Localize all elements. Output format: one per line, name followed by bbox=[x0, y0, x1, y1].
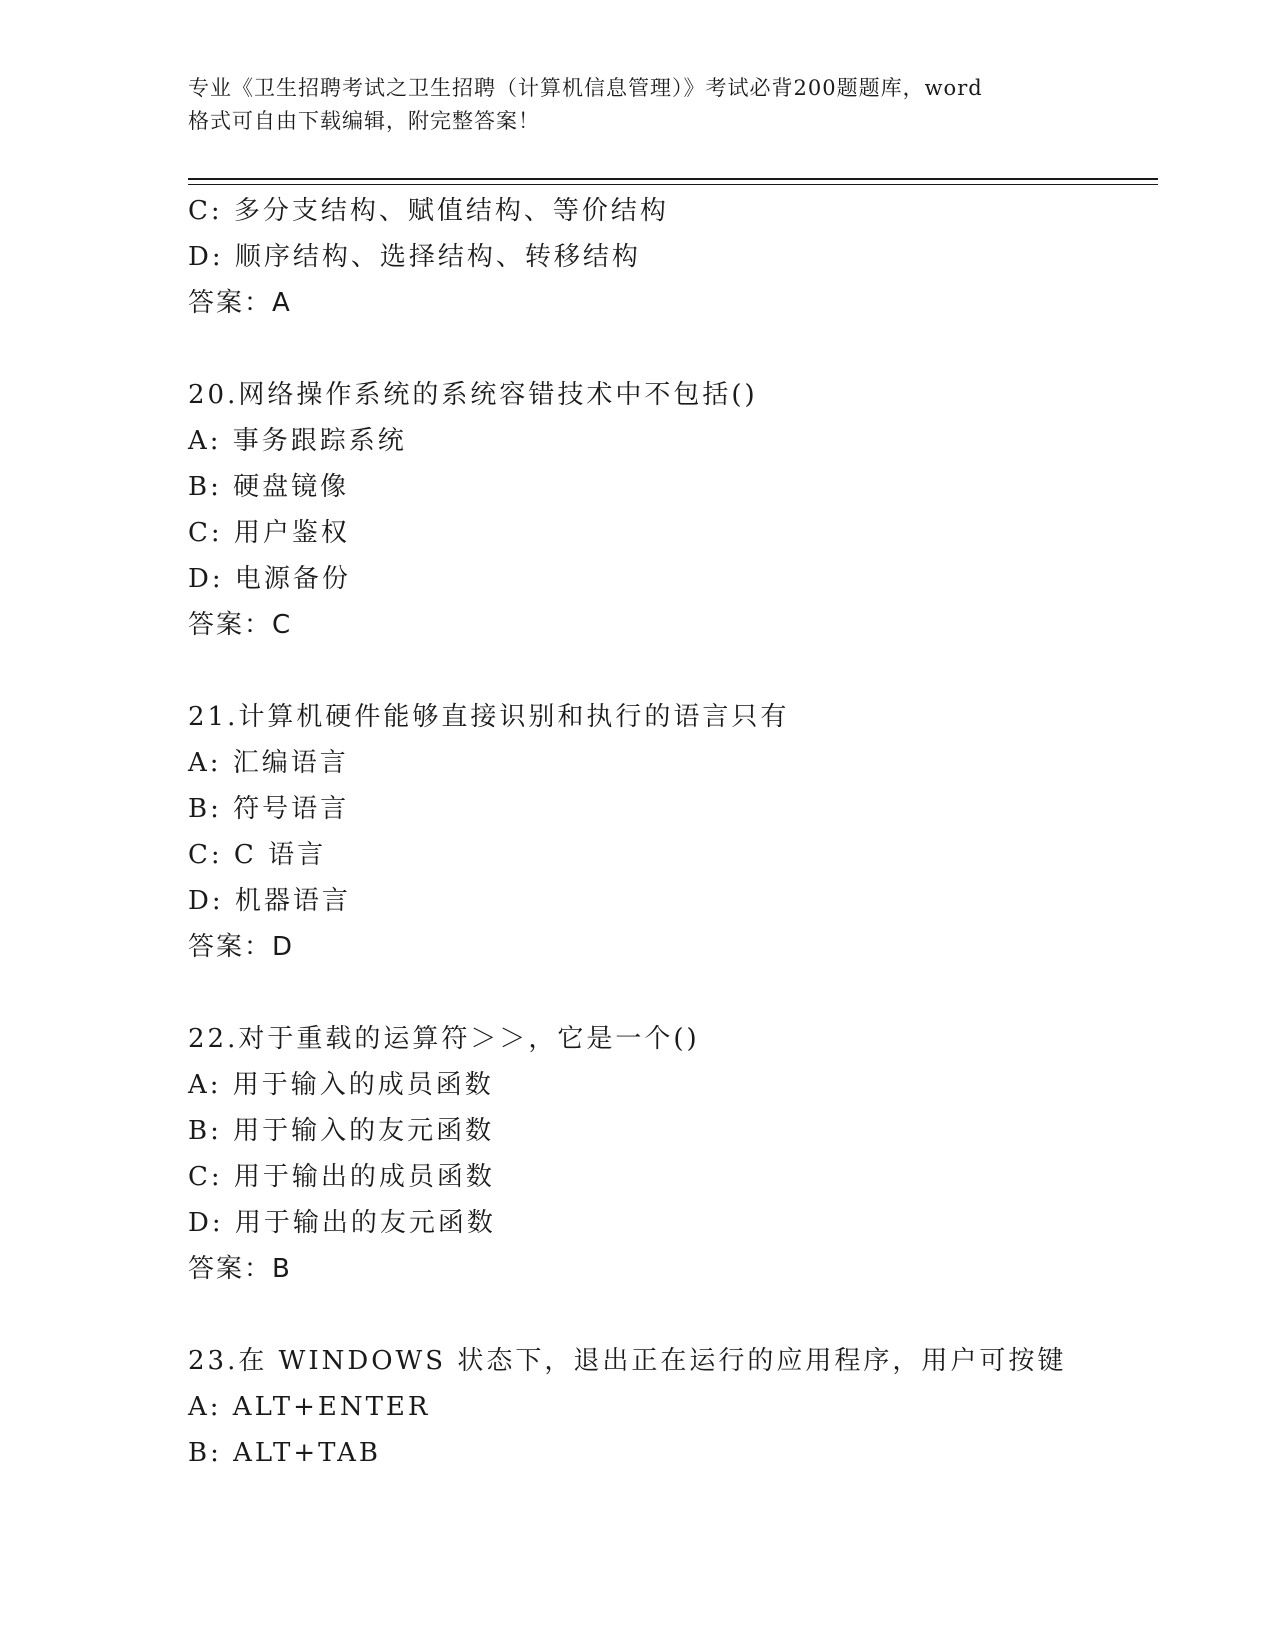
option-b: B: 符号语言 bbox=[188, 794, 350, 824]
option-b: B: 用于输入的友元函数 bbox=[188, 1116, 495, 1146]
question-list bbox=[188, 188, 1158, 1476]
spacer bbox=[188, 1292, 1158, 1338]
option-c: C: 用户鉴权 bbox=[188, 518, 350, 548]
question-20 bbox=[188, 372, 1158, 648]
question-22 bbox=[188, 1016, 1158, 1292]
option-c: C: 多分支结构、赋值结构、等价结构 bbox=[188, 196, 669, 226]
option-d: D: 用于输出的友元函数 bbox=[188, 1208, 496, 1238]
option-b: B: 硬盘镜像 bbox=[188, 472, 350, 502]
option-a: A: ALT+ENTER bbox=[188, 1392, 431, 1422]
option-d: D: 机器语言 bbox=[188, 886, 351, 916]
option-d: D: 顺序结构、选择结构、转移结构 bbox=[188, 242, 641, 272]
option-b: B: ALT+TAB bbox=[188, 1438, 381, 1468]
spacer bbox=[188, 648, 1158, 694]
option-c: C: C 语言 bbox=[188, 840, 327, 870]
question-stem: 23.在 WINDOWS 状态下，退出正在运行的应用程序，用户可按键 bbox=[188, 1346, 1067, 1376]
spacer bbox=[188, 970, 1158, 1016]
header-line-2: 格式可自由下载编辑，附完整答案！ bbox=[188, 109, 540, 133]
option-a: A: 汇编语言 bbox=[188, 748, 349, 778]
answer-line: 答案：A bbox=[188, 288, 292, 318]
spacer bbox=[188, 326, 1158, 372]
question-19-continued bbox=[188, 188, 1158, 326]
question-21 bbox=[188, 694, 1158, 970]
question-stem: 22.对于重载的运算符＞＞，它是一个() bbox=[188, 1024, 700, 1054]
answer-line: 答案：C bbox=[188, 610, 293, 640]
answer-line: 答案：B bbox=[188, 1254, 292, 1284]
option-a: A: 用于输入的成员函数 bbox=[188, 1070, 494, 1100]
option-c: C: 用于输出的成员函数 bbox=[188, 1162, 495, 1192]
question-stem: 20.网络操作系统的系统容错技术中不包括() bbox=[188, 380, 758, 410]
document-header bbox=[188, 72, 1088, 138]
question-stem: 21.计算机硬件能够直接识别和执行的语言只有 bbox=[188, 702, 790, 732]
header-rule-thick bbox=[188, 178, 1158, 180]
option-d: D: 电源备份 bbox=[188, 564, 351, 594]
answer-line: 答案：D bbox=[188, 932, 295, 962]
header-rule-thin bbox=[188, 184, 1158, 185]
header-line-1: 专业《卫生招聘考试之卫生招聘（计算机信息管理）》考试必背200题题库，word bbox=[188, 76, 983, 100]
question-23 bbox=[188, 1338, 1158, 1476]
option-a: A: 事务跟踪系统 bbox=[188, 426, 407, 456]
